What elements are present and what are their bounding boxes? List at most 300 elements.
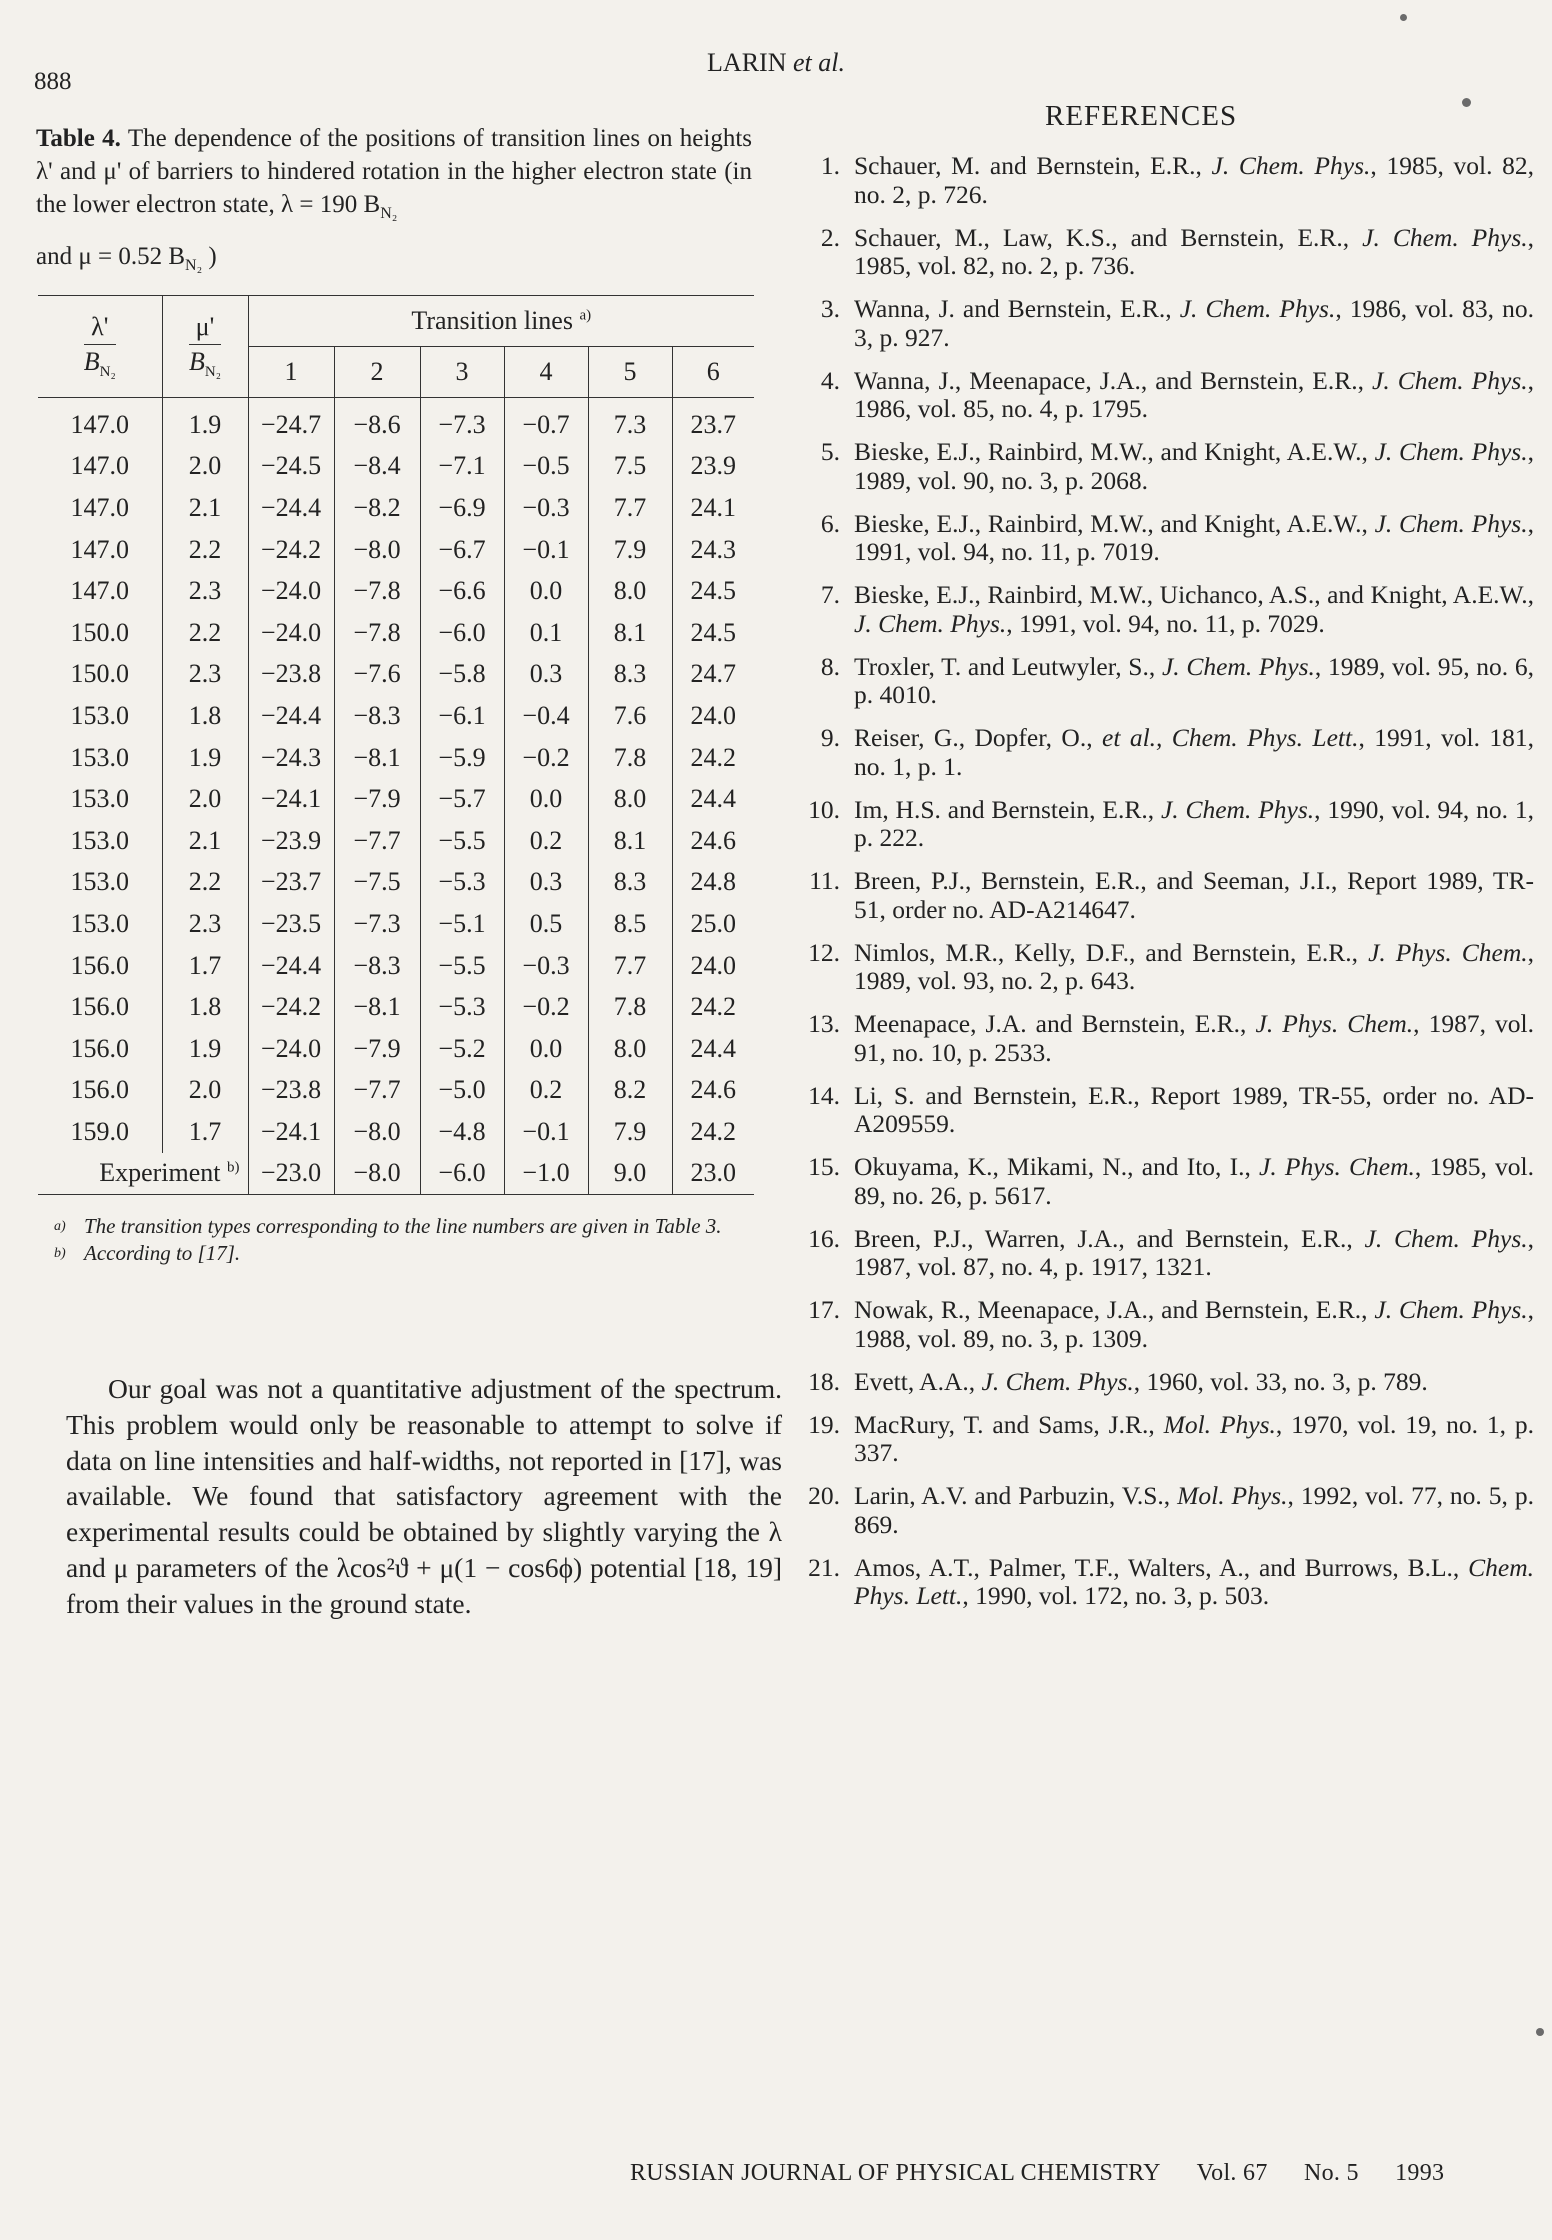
reference-text [854,1554,1534,1611]
reference-text [854,367,1534,424]
table-row [38,862,754,904]
reference-number: 8. [820,651,840,681]
table-row [38,487,754,529]
table-row [38,986,754,1028]
reference-item [794,939,1534,996]
reference-item [794,295,1534,352]
table-label: Table 4. [36,125,121,152]
table-caption [36,122,752,282]
reference-item [794,796,1534,853]
line-number-header: 4 [504,347,588,398]
reference-number: 11. [809,866,840,895]
line-position-value: 8.2 [588,1070,672,1112]
caption-line2-end: ) [208,243,217,270]
line-position-value: −7.7 [334,1070,420,1112]
line-position-value: −23.7 [248,862,334,904]
lambda-symbol: λ' [84,312,116,345]
reference-authors: Bieske, E.J., Rainbird, M.W., and Knight, A.E.W., [854,508,1375,538]
line-position-value: −0.3 [504,945,588,987]
mu-value: 1.9 [162,398,248,446]
mu-value: 2.1 [162,487,248,529]
reference-journal: J. Chem. Phys. [1374,1295,1528,1324]
line-position-value: −24.3 [248,737,334,779]
reference-text [854,939,1534,996]
line-position-value: 24.0 [690,700,736,730]
reference-authors: Bieske, E.J., Rainbird, M.W., and Knight, A.E.W., [854,437,1375,466]
reference-text [854,581,1534,638]
line-position-value: 24.6 [690,1075,736,1105]
reference-authors: Okuyama, K., Mikami, N., and Ito, I., [854,1152,1260,1181]
references-list [794,152,1534,1625]
line-position-value: −0.1 [504,1111,588,1153]
reference-authors: Schauer, M., Law, K.S., and Bernstein, E.R., [854,222,1363,252]
line-position-value: −6.6 [420,570,504,612]
reference-number: 18. [808,1366,840,1396]
line-position-value: −24.5 [248,446,334,488]
table-row [38,570,754,612]
reference-details: , 1990, vol. 172, no. 3, p. 503. [962,1581,1270,1610]
reference-details: , 1970, vol. 19, no. 1, p. 337. [854,1409,1534,1467]
table-row [38,1028,754,1070]
reference-text [854,295,1534,352]
mu-value: 2.0 [162,446,248,488]
reference-authors: Bieske, E.J., Rainbird, M.W., Uichanco, A.S., and Knight, A.E.W., [854,580,1534,609]
reference-item [794,152,1534,209]
reference-item [794,438,1534,495]
lambda-denom-sub: N₂ [99,363,116,380]
table-row [38,446,754,488]
line-position-value: 7.7 [588,487,672,529]
line-position-value: −7.8 [334,570,420,612]
reference-number: 20. [808,1481,840,1510]
experiment-label-cell [38,1153,248,1195]
caption-line2-subscript: N₂ [185,257,203,274]
reference-number: 9. [820,723,840,752]
experiment-label: Experiment [99,1158,221,1188]
reference-journal: J. Chem. Phys. [981,1366,1134,1396]
line-position-value: −7.3 [334,903,420,945]
line-number-header: 1 [248,347,334,398]
mu-value: 1.8 [162,986,248,1028]
reference-details: , 1985, vol. 82, no. 2, p. 736. [854,222,1534,280]
footer-year: 1993 [1395,2160,1445,2186]
line-position-value: −8.3 [334,695,420,737]
reference-number: 14. [808,1080,840,1110]
line-position-value: −5.0 [420,1070,504,1112]
reference-journal: J. Chem. Phys. [1179,294,1336,323]
line-position-value: −8.6 [334,398,420,446]
table-row [38,529,754,571]
experiment-row [38,1153,754,1195]
reference-item [794,1482,1534,1539]
reference-details: , 1987, vol. 87, no. 4, p. 1917, 1321. [854,1223,1534,1281]
reference-item [794,581,1534,638]
mu-value: 2.3 [162,903,248,945]
mu-denom: B [189,346,205,376]
line-number-header: 2 [334,347,420,398]
line-position-value: 24.1 [690,492,736,522]
reference-details: , 1990, vol. 94, no. 1, p. 222. [854,794,1534,852]
table-caption-text: The dependence of the positions of transition lines on heights λ' and μ' of barriers to hindered rotation in the higher electron state (in the lower electron state, λ = 190 B [36,125,753,218]
running-head-etal: et al. [792,48,845,77]
data-table-wrap [38,295,754,1195]
reference-number: 1. [820,151,840,180]
reference-details: , 1986, vol. 83, no. 3, p. 927. [854,294,1534,352]
transition-lines-note: a) [579,307,592,324]
line-position-value: −23.8 [248,1070,334,1112]
mu-value: 2.2 [162,612,248,654]
mu-value: 1.8 [162,695,248,737]
reference-journal: J. Phys. Chem. [1368,937,1528,967]
reference-journal: et al., Chem. Phys. Lett. [1102,723,1359,752]
table-row [38,945,754,987]
line-position-value: −5.2 [420,1028,504,1070]
lambda-value: 147.0 [38,570,162,612]
line-position-value: −7.3 [420,398,504,446]
reference-text [854,152,1534,209]
reference-number: 7. [820,580,840,609]
scan-speck [1400,14,1407,21]
lambda-value: 150.0 [38,612,162,654]
line-position-value: −24.4 [248,945,334,987]
footnote [54,1213,774,1240]
reference-number: 6. [820,508,840,538]
reference-item [794,867,1534,924]
experiment-value: −8.0 [334,1153,420,1195]
lambda-value: 156.0 [38,1028,162,1070]
journal-footer [630,2160,1474,2187]
reference-item [794,1554,1534,1611]
line-position-value: −24.4 [248,695,334,737]
lambda-value: 153.0 [38,820,162,862]
mu-denom-sub: N₂ [204,363,221,380]
mu-symbol: μ' [189,312,221,345]
footer-volume: Vol. 67 [1196,2160,1268,2186]
col-mu-header [162,296,248,398]
mu-value: 2.0 [162,1070,248,1112]
transition-lines-label: Transition lines [411,306,573,335]
line-position-value: −0.2 [504,737,588,779]
line-position-value: 8.5 [588,903,672,945]
reference-details: , 1986, vol. 85, no. 4, p. 1795. [854,365,1535,423]
line-position-value: −5.7 [420,778,504,820]
reference-journal: J. Phys. Chem. [1259,1152,1415,1181]
mu-value: 2.3 [162,570,248,612]
line-position-value: −5.3 [420,862,504,904]
line-position-value: −8.0 [334,529,420,571]
lambda-value: 159.0 [38,1111,162,1153]
reference-details: , 1985, vol. 89, no. 26, p. 5617. [854,1152,1534,1210]
reference-details: , 1991, vol. 94, no. 11, p. 7019. [854,508,1534,566]
line-position-value: 24.6 [690,825,736,855]
line-position-value: −24.0 [248,570,334,612]
line-position-value: 8.0 [588,570,672,612]
reference-journal: J. Chem. Phys. [1211,151,1371,180]
reference-journal: J. Chem. Phys. [1374,508,1528,538]
scan-speck [1462,98,1471,107]
line-position-value: −0.2 [504,986,588,1028]
lambda-value: 156.0 [38,945,162,987]
running-head-authors: LARIN [707,48,787,77]
mu-value: 1.9 [162,1028,248,1070]
table-footnotes [54,1213,774,1267]
reference-number: 5. [820,437,840,466]
footnote-mark: b) [54,1246,66,1261]
line-position-value: 8.3 [588,654,672,696]
reference-journal: J. Chem. Phys. [1362,222,1528,252]
reference-authors: Evett, A.A., [854,1366,982,1396]
reference-item [794,724,1534,781]
line-position-value: 24.5 [690,617,736,647]
reference-number: 13. [808,1009,840,1038]
reference-journal: J. Chem. Phys. [1161,651,1315,681]
footer-journal: RUSSIAN JOURNAL OF PHYSICAL CHEMISTRY [630,2160,1161,2186]
line-position-value: −8.4 [334,446,420,488]
line-position-value: −8.0 [334,1111,420,1153]
line-position-value: −24.2 [248,529,334,571]
reference-item [794,1225,1534,1282]
line-position-value: −8.2 [334,487,420,529]
line-position-value: −24.4 [248,487,334,529]
reference-authors: Breen, P.J., Bernstein, E.R., and Seeman, J.I., Report 1989, TR-51, order no. AD-A214647. [854,866,1534,924]
lambda-value: 153.0 [38,737,162,779]
line-position-value: −23.8 [248,654,334,696]
reference-text [854,867,1534,924]
line-position-value: −0.1 [504,529,588,571]
line-position-value: 7.8 [588,737,672,779]
reference-item [794,367,1534,424]
reference-details: , 1987, vol. 91, no. 10, p. 2533. [854,1009,1534,1067]
table-row [38,903,754,945]
reference-authors: Nowak, R., Meenapace, J.A., and Bernstein, E.R., [854,1295,1375,1324]
reference-item [794,1296,1534,1353]
reference-details: , 1992, vol. 77, no. 5, p. 869. [854,1481,1534,1539]
line-position-value: −24.0 [248,1028,334,1070]
table-row [38,778,754,820]
reference-text [854,1153,1534,1210]
reference-text [854,1082,1534,1139]
reference-text [854,1296,1534,1353]
table-row [38,612,754,654]
reference-authors: Im, H.S. and Bernstein, E.R., [854,794,1161,824]
line-position-value: −7.5 [334,862,420,904]
reference-journal: J. Phys. Chem. [1255,1009,1414,1038]
reference-details: , 1989, vol. 95, no. 6, p. 4010. [854,651,1534,709]
line-position-value: −0.3 [504,487,588,529]
line-position-value: −23.5 [248,903,334,945]
reference-number: 15. [808,1152,840,1181]
reference-number: 12. [808,937,840,967]
reference-number: 2. [820,222,840,252]
line-position-value: 0.0 [504,778,588,820]
reference-authors: Schauer, M. and Bernstein, E.R., [854,151,1212,180]
reference-number: 10. [808,794,840,824]
reference-journal: Chem. Phys. Lett. [854,1552,1534,1610]
line-position-value: 0.2 [504,1070,588,1112]
lambda-value: 153.0 [38,903,162,945]
reference-authors: Wanna, J. and Bernstein, E.R., [854,294,1180,323]
reference-number: 19. [808,1409,840,1439]
references-title: REFERENCES [1045,100,1238,132]
footnote [54,1240,774,1267]
reference-text [854,653,1534,710]
line-position-value: −0.5 [504,446,588,488]
reference-journal: J. Chem. Phys. [1364,1223,1528,1253]
line-position-value: −7.6 [334,654,420,696]
line-position-value: −8.1 [334,986,420,1028]
table-row [38,695,754,737]
line-position-value: 0.5 [504,903,588,945]
line-number-header: 6 [672,347,754,398]
lambda-value: 153.0 [38,695,162,737]
line-position-value: 24.4 [690,784,736,814]
lambda-value: 156.0 [38,986,162,1028]
reference-authors: Larin, A.V. and Parbuzin, V.S., [854,1481,1178,1510]
reference-item [794,1368,1534,1397]
lambda-value: 156.0 [38,1070,162,1112]
reference-text [854,438,1534,495]
lambda-value: 150.0 [38,654,162,696]
line-position-value: −24.0 [248,612,334,654]
reference-text [854,724,1534,781]
experiment-value: −6.0 [420,1153,504,1195]
table-caption-line2 [36,240,752,282]
line-position-value: 24.2 [690,742,736,772]
mu-value: 2.3 [162,654,248,696]
reference-number: 21. [808,1552,840,1582]
table-row [38,398,754,446]
line-position-value: −5.5 [420,945,504,987]
reference-number: 16. [808,1223,840,1253]
reference-authors: Wanna, J., Meenapace, J.A., and Bernstein, E.R., [854,365,1373,395]
caption-subscript: N₂ [380,205,398,222]
page-number: 888 [34,68,72,95]
line-position-value: −4.8 [420,1111,504,1153]
line-position-value: 0.1 [504,612,588,654]
line-position-value: −24.1 [248,778,334,820]
line-position-value: −5.8 [420,654,504,696]
table-row [38,1070,754,1112]
reference-text [854,1368,1534,1397]
reference-details: , 1989, vol. 90, no. 3, p. 2068. [854,437,1534,495]
line-position-value: 8.0 [588,778,672,820]
line-position-value: 0.0 [504,570,588,612]
line-position-value: −7.7 [334,820,420,862]
line-number-header: 3 [420,347,504,398]
reference-number: 17. [808,1295,840,1324]
reference-details: , 1991, vol. 94, no. 11, p. 7029. [1006,608,1325,638]
reference-journal: Mol. Phys. [1177,1481,1288,1510]
running-head [0,48,1552,78]
reference-journal: J. Chem. Phys. [1372,365,1528,395]
reference-details: , 1985, vol. 82, no. 2, p. 726. [854,151,1534,209]
table-row [38,1111,754,1153]
line-position-value: 8.1 [588,612,672,654]
mu-value: 1.9 [162,737,248,779]
table-body [38,398,754,1195]
footnote-text: According to [17]. [84,1241,241,1265]
caption-line2-text: and μ = 0.52 B [36,243,186,270]
line-position-value: −24.7 [248,398,334,446]
line-position-value: 24.3 [690,534,736,564]
experiment-note: b) [227,1159,240,1176]
reference-item [794,1411,1534,1468]
line-position-value: 7.3 [588,398,672,446]
reference-item [794,1153,1534,1210]
reference-details: , 1991, vol. 181, no. 1, p. 1. [854,723,1535,781]
line-number-header: 5 [588,347,672,398]
reference-text [854,1010,1534,1067]
experiment-value: −23.0 [248,1153,334,1195]
line-position-value: −6.1 [420,695,504,737]
footer-number: No. 5 [1303,2160,1359,2186]
mu-value: 2.2 [162,862,248,904]
lambda-value: 147.0 [38,487,162,529]
reference-item [794,1082,1534,1139]
reference-item [794,224,1534,281]
line-position-value: −7.9 [334,1028,420,1070]
mu-value: 1.7 [162,1111,248,1153]
mu-value: 2.2 [162,529,248,571]
reference-text [854,1482,1534,1539]
line-position-value: 8.3 [588,862,672,904]
line-position-value: 7.9 [588,529,672,571]
lambda-value: 153.0 [38,778,162,820]
line-position-value: −23.9 [248,820,334,862]
reference-journal: J. Chem. Phys. [854,608,1007,638]
line-position-value: −7.1 [420,446,504,488]
reference-authors: Amos, A.T., Palmer, T.F., Walters, A., and Burrows, B.L., [854,1552,1469,1582]
transition-lines-header [248,296,754,347]
line-position-value: −5.9 [420,737,504,779]
reference-details: , 1960, vol. 33, no. 3, p. 789. [1133,1366,1428,1396]
reference-journal: J. Chem. Phys. [1160,794,1315,824]
line-position-value: −7.9 [334,778,420,820]
table-row [38,820,754,862]
line-position-value: 24.0 [690,950,736,980]
reference-details: , 1988, vol. 89, no. 3, p. 1309. [854,1295,1534,1353]
line-position-value: 0.3 [504,862,588,904]
line-position-value: −5.1 [420,903,504,945]
line-position-value: 25.0 [690,908,736,938]
line-position-value: 7.5 [588,446,672,488]
reference-text [854,510,1534,567]
reference-authors: Troxler, T. and Leutwyler, S., [854,651,1162,681]
lambda-denom: B [83,346,100,376]
line-position-value: −6.0 [420,612,504,654]
line-position-value: −0.4 [504,695,588,737]
line-position-value: 0.3 [504,654,588,696]
line-position-value: −5.5 [420,820,504,862]
reference-authors: Nimlos, M.R., Kelly, D.F., and Bernstein, E.R., [854,937,1369,967]
reference-authors: Meenapace, J.A. and Bernstein, E.R., [854,1009,1256,1038]
table-row [38,654,754,696]
experiment-value: 9.0 [588,1153,672,1195]
reference-item [794,653,1534,710]
col-lambda-header [38,296,162,398]
lambda-value: 153.0 [38,862,162,904]
line-position-value: −8.1 [334,737,420,779]
line-position-value: 24.8 [690,867,736,897]
lambda-value: 147.0 [38,529,162,571]
reference-details: , 1989, vol. 93, no. 2, p. 643. [854,937,1534,995]
mu-value: 2.0 [162,778,248,820]
mu-value: 1.7 [162,945,248,987]
lambda-value: 147.0 [38,446,162,488]
line-position-value: 7.7 [588,945,672,987]
footnote-text: The transition types corresponding to the line numbers are given in Table 3. [84,1214,722,1238]
line-position-value: 0.0 [504,1028,588,1070]
